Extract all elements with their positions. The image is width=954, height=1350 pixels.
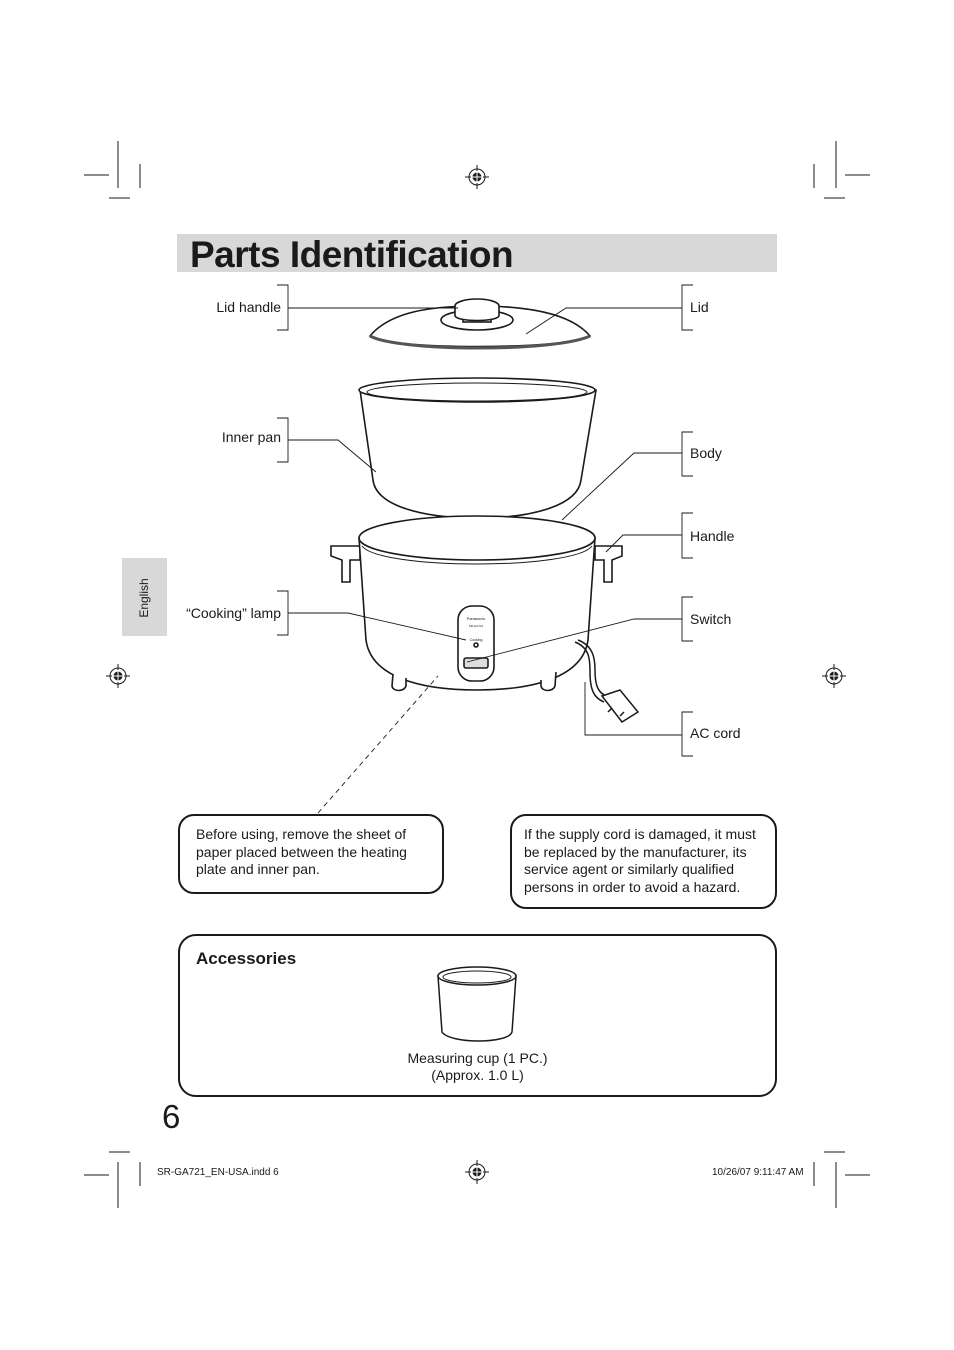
lid-illustration xyxy=(370,299,590,348)
control-panel-model: SR-GA721 xyxy=(468,624,484,628)
footer-filename: SR-GA721_EN-USA.indd 6 xyxy=(157,1167,279,1178)
registration-mark-right xyxy=(822,664,846,688)
page-number: 6 xyxy=(162,1098,181,1135)
label-handle: Handle xyxy=(690,528,735,544)
label-body: Body xyxy=(690,445,722,461)
control-panel-lamp-label: Cooking xyxy=(469,638,483,642)
label-switch: Switch xyxy=(690,611,732,627)
label-lid: Lid xyxy=(690,299,709,315)
inner-pan-illustration xyxy=(359,378,596,518)
language-tab-label: English xyxy=(137,578,151,618)
label-cooking-lamp: “Cooking” lamp xyxy=(186,605,281,621)
accessories-box xyxy=(178,934,777,1097)
registration-mark-left xyxy=(106,664,130,688)
note-paper-sheet: Before using, remove the sheet of paper placed between the heating plate and inner pan. xyxy=(178,814,444,894)
accessories-caption xyxy=(180,1050,775,1084)
label-lid-handle: Lid handle xyxy=(216,299,281,315)
accessory-item-capacity: (Approx. 1.0 L) xyxy=(431,1067,524,1083)
accessories-heading: Accessories xyxy=(196,949,297,968)
accessory-item-name: Measuring cup (1 PC.) xyxy=(407,1050,548,1066)
registration-mark-top xyxy=(465,165,489,189)
body-illustration xyxy=(331,516,622,691)
note-supply-cord: If the supply cord is damaged, it must be replaced by the manufacturer, its service agent or similarly qualified persons in order to avoid a hazard. xyxy=(510,814,777,909)
registration-mark-bottom xyxy=(465,1160,489,1184)
footer-timestamp: 10/26/07 9:11:47 AM xyxy=(712,1167,804,1178)
label-ac-cord: AC cord xyxy=(690,725,741,741)
label-inner-pan: Inner pan xyxy=(221,429,281,445)
control-panel-brand: Panasonic xyxy=(466,616,486,621)
page-title: Parts Identification xyxy=(190,234,514,275)
